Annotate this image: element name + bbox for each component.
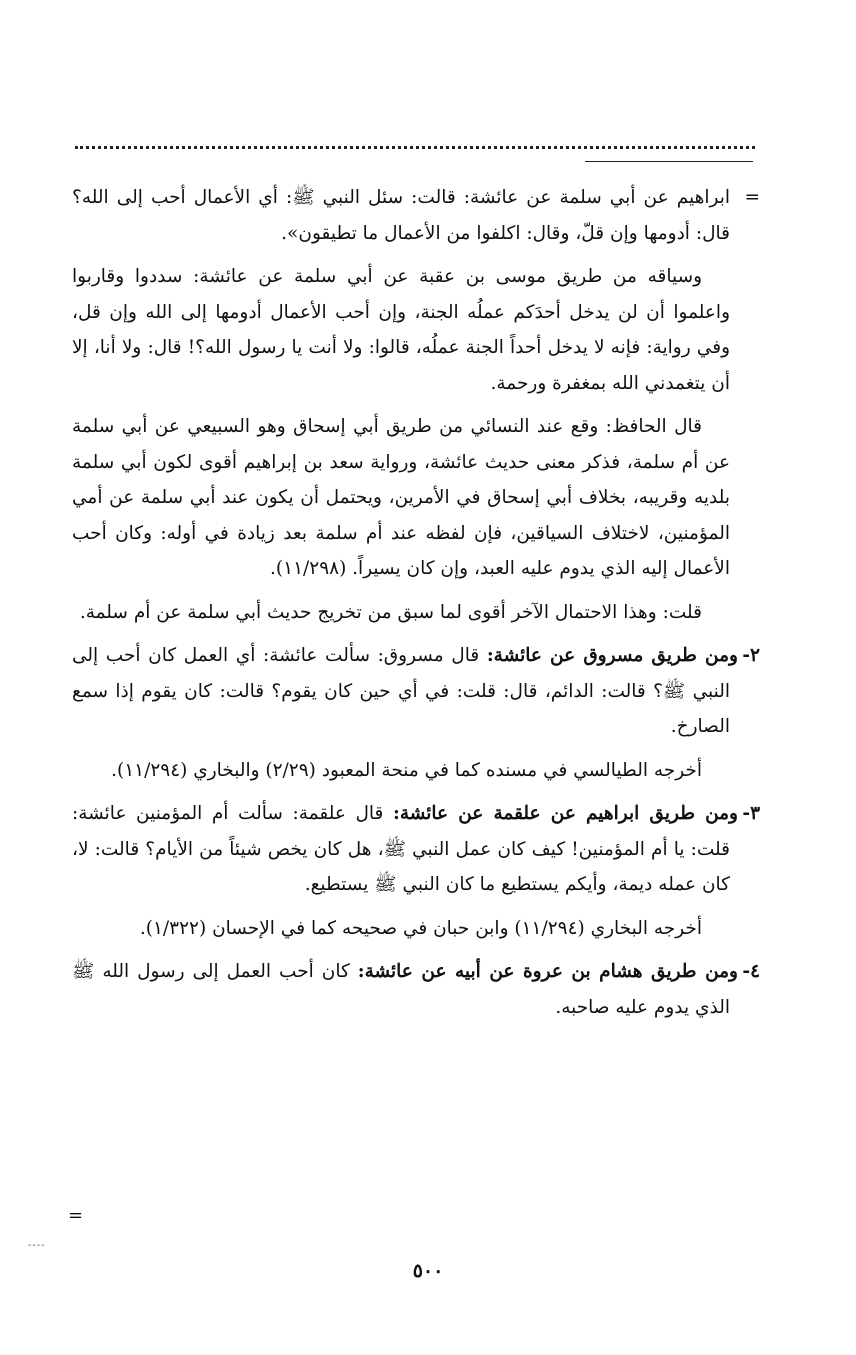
- continuation-mark-bottom: =: [68, 1205, 84, 1226]
- footnote-rule: [585, 161, 753, 162]
- paragraph-2: [72, 259, 760, 401]
- paragraph-text: أخرجه الطيالسي في مسنده كما في منحة المعبود (٢/٢٩) والبخاري (١١/٢٩٤).: [111, 759, 702, 781]
- paragraph-4: [72, 595, 760, 631]
- item-text: كان أحب العمل إلى رسول الله ﷺ الذي يدوم عليه صاحبه.: [72, 961, 730, 1018]
- numbered-item-3: [72, 796, 760, 903]
- paragraph-3: [72, 409, 760, 587]
- item-lead: ومن طريق هشام بن عروة عن أبيه عن عائشة:: [357, 961, 738, 982]
- margin-mark: ----: [28, 1240, 46, 1251]
- item-text: قال مسروق: سألت عائشة: أي العمل كان أحب إلى النبي ﷺ؟ قالت: الدائم، قال: قلت: في أي حين كان يقوم؟ قالت: كان يقوم إذا سمع الصارخ.: [72, 645, 730, 737]
- dotted-separator: [75, 146, 755, 149]
- paragraph-6: [72, 753, 760, 789]
- continuation-mark-top: =: [744, 187, 760, 208]
- item-number: ٤-: [742, 961, 760, 982]
- paragraph-text: وسياقه من طريق موسى بن عقبة عن أبي سلمة عن عائشة: سددوا وقاربوا واعلموا أن لن يدخل أحدَكم عملُه الجنة، وإن أحب الأعمال أدومها إلى الله وإن قل، وفي رواية: فإنه لا يدخل أحداً الجنة عملُه، قالوا: ولا أنت يا رسول الله؟! قال: ولا أنا، إلا أن يتغمدني الله بمغفرة ورحمة.: [72, 266, 730, 394]
- item-text: قال علقمة: سألت أم المؤمنين عائشة: قلت: يا أم المؤمنين! كيف كان عمل النبي ﷺ، هل كان يخص شيئاً من الأيام؟ قالت: لا، كان عمله ديمة، وأيكم يستطيع ما كان النبي ﷺ يستطيع.: [72, 803, 730, 895]
- paragraph-text: قال الحافظ: وقع عند النسائي من طريق أبي إسحاق وهو السبيعي عن أبي سلمة عن أم سلمة، فذكر معنى حديث عائشة، ورواية سعد بن إبراهيم أقوى لكون أبي سلمة بلديه وقريبه، بخلاف أبي إسحاق في الأمرين، ويحتمل أن يكون عند أبي سلمة عن أمي المؤمنين، لاختلاف السياقين، فإن لفظه عند أم سلمة بعد زيادة في أوله: وكان أحب الأعمال إليه الذي يدوم عليه العبد، وإن كان يسيراً. (١١/٢٩٨).: [72, 416, 730, 579]
- paragraph-8: [72, 911, 760, 947]
- item-number: ٣-: [742, 803, 760, 824]
- item-lead: ومن طريق ابراهيم عن علقمة عن عائشة:: [392, 803, 738, 824]
- item-lead: ومن طريق مسروق عن عائشة:: [486, 645, 738, 666]
- page-number: ٥٠٠: [412, 1260, 444, 1282]
- paragraph-text: أخرجه البخاري (١١/٢٩٤) وابن حبان في صحيحه كما في الإحسان (١/٣٢٢).: [139, 917, 702, 939]
- numbered-item-2: [72, 638, 760, 745]
- paragraph-text: ابراهيم عن أبي سلمة عن عائشة: قالت: سئل النبي ﷺ: أي الأعمال أحب إلى الله؟ قال: أدومها وإن قلّ، وقال: اكلفوا من الأعمال ما تطيقون».: [72, 187, 730, 244]
- paragraph-text: قلت: وهذا الاحتمال الآخر أقوى لما سبق من تخريج حديث أبي سلمة عن أم سلمة.: [79, 601, 702, 623]
- footnote-body: [72, 180, 760, 1033]
- paragraph-1: [72, 180, 760, 251]
- item-number: ٢-: [742, 645, 760, 666]
- numbered-item-4: [72, 954, 760, 1025]
